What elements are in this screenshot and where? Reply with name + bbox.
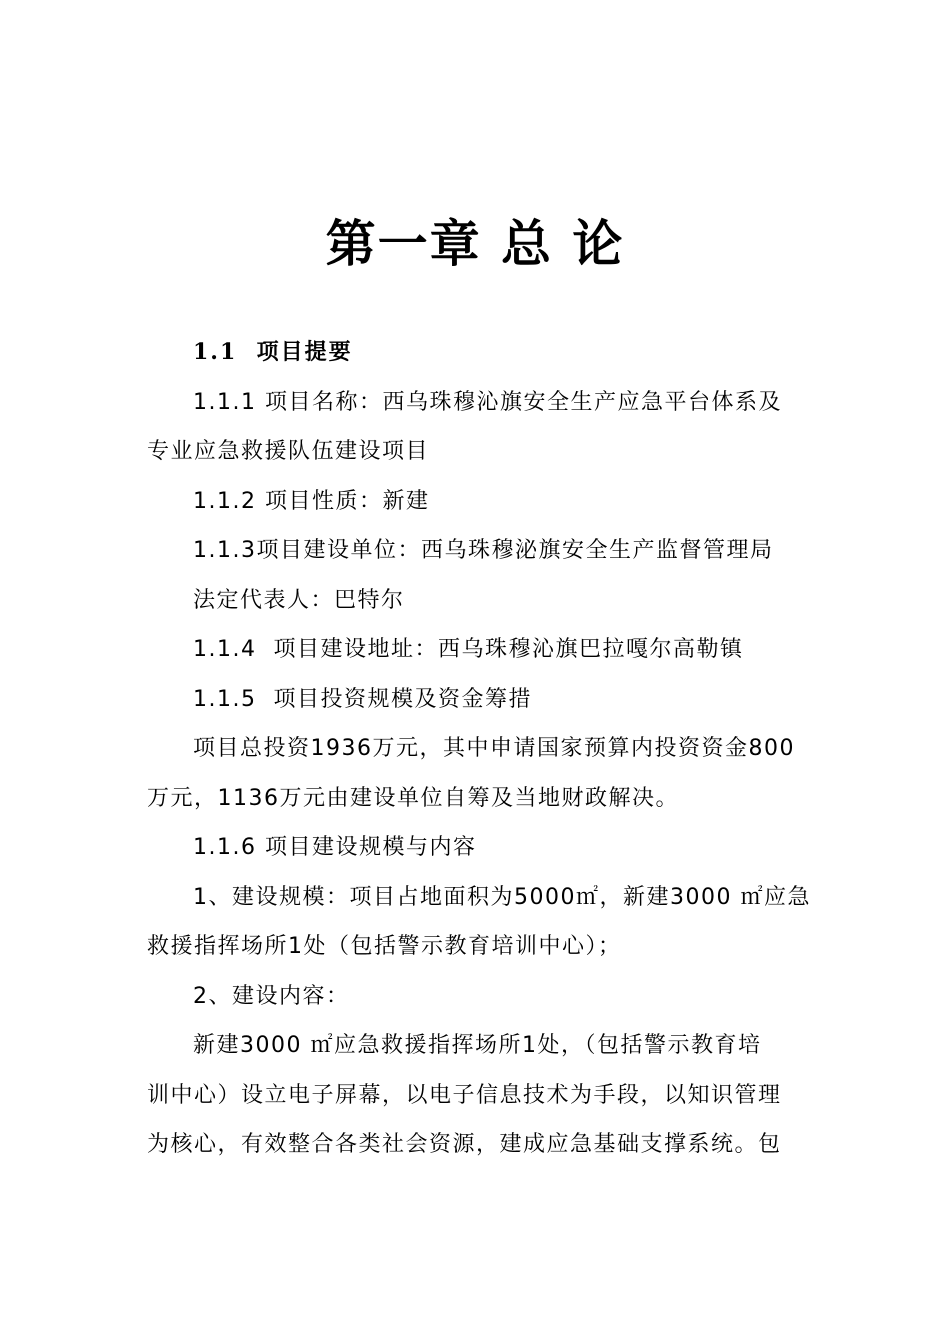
- text-line: 2、建设内容：: [193, 983, 350, 1009]
- text-line: 训中心）设立电子屏幕，以电子信息技术为手段，以知识管理: [147, 1082, 782, 1108]
- text-line: 1.1.3项目建设单位：西乌珠穆泌旗安全生产监督管理局: [193, 538, 774, 563]
- text-line: 1.1.6 项目建设规模与内容: [193, 835, 477, 860]
- text-line: 专业应急救援队伍建设项目: [147, 439, 430, 464]
- text-line: 万元，1136万元由建设单位自筹及当地财政解决。: [147, 785, 679, 811]
- text-line: 救援指挥场所1处（包括警示教育培训中心）；: [147, 934, 622, 959]
- text-line: 1、建设规模：项目占地面积为5000㎡，新建3000 ㎡应急: [193, 884, 811, 910]
- text-line: 1.1.5 项目投资规模及资金筹措: [193, 686, 532, 712]
- document-body: [147, 328, 811, 1170]
- text-line: 1.1.2 项目性质：新建: [193, 488, 430, 514]
- text-line: 法定代表人：巴特尔: [193, 587, 405, 613]
- chapter-title: 第一章 总 论: [325, 215, 625, 273]
- text-line: 1.1.4 项目建设地址：西乌珠穆沁旗巴拉嘎尔高勒镇: [193, 637, 744, 662]
- text-line: 项目总投资1936万元，其中申请国家预算内投资资金800: [193, 736, 795, 761]
- section-heading: 1.1 项目提要: [193, 339, 353, 365]
- text-line: 新建3000 ㎡应急救援指挥场所1处，（包括警示教育培: [193, 1033, 762, 1058]
- text-line: 1.1.1 项目名称：西乌珠穆沁旗安全生产应急平台体系及: [193, 389, 782, 415]
- text-line: 为核心，有效整合各类社会资源，建成应急基础支撑系统。包: [147, 1132, 782, 1157]
